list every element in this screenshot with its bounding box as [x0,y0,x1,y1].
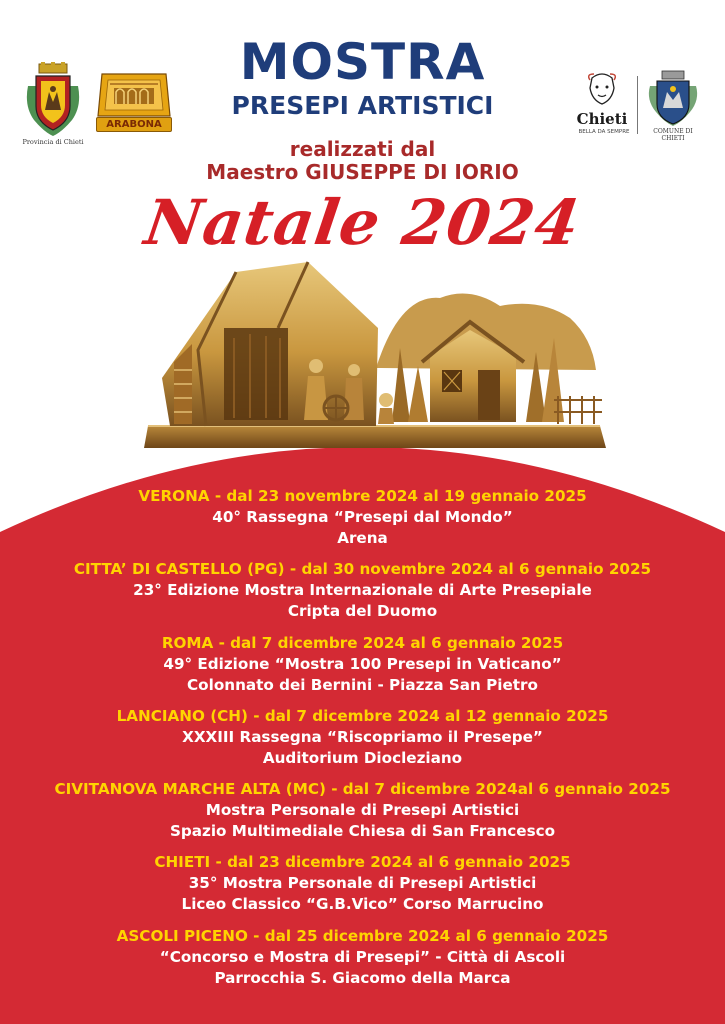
event-date-location: CIVITANOVA MARCHE ALTA (MC) - dal 7 dicembre 2024al 6 gennaio 2025 [54,780,671,799]
artist-name: Maestro GIUSEPPE DI IORIO [206,160,519,184]
event-date-location: ASCOLI PICENO - dal 25 dicembre 2024 al 6 gennaio 2025 [116,926,609,945]
event-venue: Parrocchia S. Giacomo della Marca [214,968,511,987]
event-title: XXXIII Rassegna “Riscopriamo il Presepe” [182,727,543,746]
chieti-wordmark: Chieti [576,110,628,128]
event-date-location: LANCIANO (CH) - dal 7 dicembre 2024 al 12 gennaio 2025 [116,706,609,725]
byline-intro: realizzati dal [289,137,436,161]
event-date-location: ROMA - dal 7 dicembre 2024 al 6 gennaio 2025 [161,633,564,652]
event-date-location: CITTA’ DI CASTELLO (PG) - dal 30 novembre 2024 al 6 gennaio 2025 [73,560,652,579]
event-date-location: CHIETI - dal 23 dicembre 2024 al 6 gennaio 2025 [154,853,571,872]
exhibition-subtitle: PRESEPI ARTISTICI [231,91,494,120]
event-venue: Cripta del Duomo [287,602,438,621]
event-title: 49° Edizione “Mostra 100 Presepi in Vaticano” [163,654,562,673]
event-title: 23° Edizione Mostra Internazionale di Arte Presepiale [133,581,592,600]
event-item [0,926,725,989]
event-date-location: VERONA - dal 23 novembre 2024 al 19 gennaio 2025 [138,487,587,505]
event-title: 35° Mostra Personale di Presepi Artistici [188,874,537,893]
event-title: “Concorso e Mostra di Presepi” - Città di Ascoli [159,947,566,966]
event-item [0,559,725,622]
event-item [0,852,725,915]
event-item [0,706,725,769]
exhibition-schedule [0,486,725,999]
exhibition-title: MOSTRA [239,33,486,91]
event-venue: Arena [337,529,388,547]
event-title: Mostra Personale di Presepi Artistici [205,801,520,820]
event-title: 40° Rassegna “Presepi dal Mondo” [212,508,513,526]
natale-script-title: Natale 2024 [140,186,585,259]
event-venue: Spazio Multimediale Chiesa di San Francesco [169,822,556,841]
nativity-scene-image [140,258,610,454]
event-item [0,779,725,842]
arabona-label: ARABONA [96,117,172,132]
event-venue: Colonnato dei Bernini - Piazza San Pietro [187,675,538,694]
provincia-label: Provincia di Chieti [22,138,84,146]
event-item [0,486,725,549]
event-item [0,633,725,696]
event-venue: Liceo Classico “G.B.Vico” Corso Marrucino [181,895,544,914]
event-venue: Auditorium Diocleziano [262,748,463,767]
comune-label: COMUNE DI CHIETI [653,128,693,142]
chieti-tagline: BELLA DA SEMPRE [578,129,630,135]
